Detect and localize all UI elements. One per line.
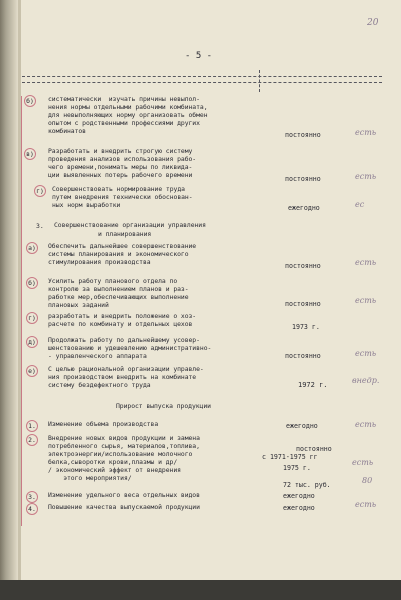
scan-bottom-edge xyxy=(0,580,401,600)
row-signature: есть xyxy=(355,172,377,181)
row-text-line: этого мероприятия/ xyxy=(48,474,132,482)
row-marker: 3. xyxy=(26,491,38,503)
row-term-effect: 72 тыс. руб. xyxy=(283,481,331,489)
row-marker: г) xyxy=(26,312,38,324)
row-text-line: контролю за выполнением планов и раз- xyxy=(48,285,189,293)
row-text-line: ния производством внедрить на комбинате xyxy=(48,373,197,381)
row-signature: внедр. xyxy=(352,376,380,385)
row-text-line: / экономический эффект от внедрения xyxy=(48,466,181,474)
row-text-line: - управленческого аппарата xyxy=(48,352,147,360)
row-text-line: С целью рациональной организации управле- xyxy=(48,365,204,373)
row-marker: а) xyxy=(26,242,38,254)
row-term: ежегодно xyxy=(283,492,315,500)
row-text-line: белка,сыворотки крови,плазмы и др/ xyxy=(48,458,178,466)
section-heading: Прирост выпуска продукции xyxy=(116,402,211,410)
corner-page-note: 20 xyxy=(367,18,379,28)
row-signature: есть xyxy=(355,349,377,358)
row-term-year: 1975 г. xyxy=(283,464,311,472)
row-text-line: Совершенствовать нормирование труда xyxy=(52,185,185,193)
row-text-line: расчете по комбинату и отдельных цехов xyxy=(48,320,193,328)
row-signature: есть xyxy=(355,258,377,267)
row-term: 1973 г. xyxy=(292,323,320,331)
row-text-line: ции выявленных потерь рабочего времени xyxy=(48,171,193,179)
row-signature: есть xyxy=(355,296,377,305)
page-number: - 5 - xyxy=(185,51,213,61)
row-term: постоянно xyxy=(285,131,321,139)
row-text-line: опытом с родственными профессиями других xyxy=(48,119,200,127)
row-text-line: для невыполняющих норму организовать обмен xyxy=(48,111,208,119)
row-text-line: Внедрение новых видов продукции и замена xyxy=(48,434,200,442)
row-term: 1972 г. xyxy=(298,381,328,389)
ruler-line-second xyxy=(22,82,382,83)
row-text-line: систему бездефектного труда xyxy=(48,381,151,389)
row-text-line: потребленного сырья, материалов,топлива, xyxy=(48,442,200,450)
row-marker: 1. xyxy=(26,420,38,432)
row-term: ежегодно xyxy=(283,504,315,512)
row-text-line: Усилить работу планового отдела по xyxy=(48,277,178,285)
row-text-line: системы планирования и экономического xyxy=(48,250,189,258)
row-text-line: плановых заданий xyxy=(48,301,109,309)
row-marker: е) xyxy=(26,365,38,377)
row-term: постоянно xyxy=(285,300,321,308)
section-heading: Совершенствование организации управления xyxy=(54,221,206,229)
row-text-line: чего времени,понимать меры по ликвида- xyxy=(48,163,193,171)
row-term: ежегодно xyxy=(288,204,320,212)
row-marker: 2. xyxy=(26,434,38,446)
row-marker: в) xyxy=(24,148,36,160)
row-note: 80 xyxy=(362,476,373,485)
row-text-line: шенствованию и удешевлению административно- xyxy=(48,344,212,352)
row-text-line: ных норм выработки xyxy=(52,201,121,209)
ruler-tick xyxy=(259,70,260,92)
row-text-line: стимулирования производства xyxy=(48,258,151,266)
row-text-line: проведения анализов использования рабо- xyxy=(48,155,197,163)
row-text-line: работке мер,обеспечивающих выполнение xyxy=(48,293,189,301)
row-signature: есть xyxy=(355,420,377,429)
row-text-line: Изменение удельного веса отдельных видов xyxy=(48,491,200,499)
row-term: постоянно xyxy=(285,175,321,183)
row-marker: б) xyxy=(24,95,36,107)
margin-mark xyxy=(21,96,22,526)
row-term: постоянно xyxy=(285,352,321,360)
row-term: постоянно xyxy=(285,262,321,270)
row-text-line: комбинатов xyxy=(48,127,86,135)
row-text-line: разработать и внедрить положение о хоз- xyxy=(48,312,197,320)
row-text-line: Повышение качества выпускаемой продукции xyxy=(48,503,200,511)
row-text-line: систематически изучать причины невыпол- xyxy=(48,95,200,103)
row-marker: д) xyxy=(26,336,38,348)
section-number: 3. xyxy=(36,222,44,230)
row-text-line: электроэнергии/использование молочного xyxy=(48,450,193,458)
ruler-line-top xyxy=(22,76,382,77)
row-signature: ес xyxy=(355,200,365,209)
row-signature: есть xyxy=(352,458,374,467)
section-heading: и планирования xyxy=(98,230,152,238)
row-text-line: Продолжать работу по дальнейшему усовер- xyxy=(48,336,200,344)
row-signature: есть xyxy=(355,500,377,509)
row-term: постоянно xyxy=(296,445,332,453)
row-text-line: Разработать и внедрить строгую систему xyxy=(48,147,193,155)
binding-edge xyxy=(0,0,18,600)
row-text-line: Обеспечить дальнейшее совершенствование xyxy=(48,242,197,250)
row-term-years: с 1971-1975 гг xyxy=(262,453,318,461)
row-text-line: Изменение объема производства xyxy=(48,420,159,428)
row-text-line: путем внедрения технически обоснован- xyxy=(52,193,193,201)
row-marker: г) xyxy=(34,185,46,197)
row-signature: есть xyxy=(355,128,377,137)
row-marker: 4. xyxy=(26,503,38,515)
row-term: ежегодно xyxy=(286,422,318,430)
row-marker: б) xyxy=(26,277,38,289)
row-text-line: нения нормы отдельными рабочими комбината, xyxy=(48,103,208,111)
